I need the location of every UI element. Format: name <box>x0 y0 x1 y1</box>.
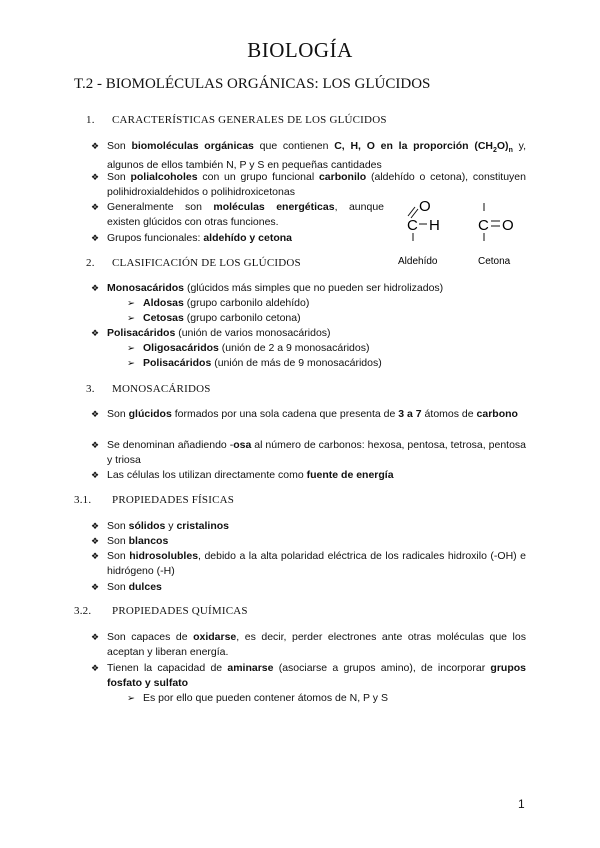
bullet-icon: ❖ <box>91 409 100 419</box>
page-number: 1 <box>518 797 525 811</box>
bullet-icon: ❖ <box>91 283 100 293</box>
section-title: MONOSACÁRIDOS <box>112 383 211 395</box>
bullet-icon: ❖ <box>91 328 100 338</box>
bullet-icon: ❖ <box>91 141 100 151</box>
bullet-icon: ❖ <box>91 440 100 450</box>
arrow-icon: ➢ <box>127 358 135 369</box>
document-title: BIOLOGÍA <box>247 38 353 62</box>
bullet-icon: ❖ <box>91 172 100 182</box>
arrow-icon: ➢ <box>127 298 135 309</box>
arrow-icon: ➢ <box>127 693 135 704</box>
ketone-carbon: C <box>478 217 489 234</box>
section-title: PROPIEDADES FÍSICAS <box>112 494 235 506</box>
section-number: 3.2. <box>74 605 92 617</box>
bullet-icon: ❖ <box>91 551 100 561</box>
functional-groups-figure <box>398 196 528 268</box>
arrow-icon: ➢ <box>127 313 135 324</box>
section-title: CLASIFICACIÓN DE LOS GLÚCIDOS <box>112 257 301 269</box>
section-number: 3.1. <box>74 494 92 506</box>
section-title: CARACTERÍSTICAS GENERALES DE LOS GLÚCIDOS <box>112 114 387 126</box>
bullet-icon: ❖ <box>91 582 100 592</box>
section-number: 3. <box>86 383 95 395</box>
bullet-icon: ❖ <box>91 470 100 480</box>
bullet-icon: ❖ <box>91 632 100 642</box>
bullet-icon: ❖ <box>91 202 100 212</box>
aldehyde-carbon: C <box>407 217 418 234</box>
section-number: 1. <box>86 114 95 126</box>
bullet-icon: ❖ <box>91 233 100 243</box>
aldehyde-oxygen: O <box>419 198 431 215</box>
unit-title: T.2 - BIOMOLÉCULAS ORGÁNICAS: LOS GLÚCIDOS <box>74 76 431 92</box>
arrow-icon: ➢ <box>127 343 135 354</box>
aldehyde-hydrogen: H <box>429 217 440 234</box>
section-title: PROPIEDADES QUÍMICAS <box>112 605 248 617</box>
ketone-oxygen: O <box>502 217 514 234</box>
bullet-icon: ❖ <box>91 521 100 531</box>
section-number: 2. <box>86 257 95 269</box>
bullet-icon: ❖ <box>91 536 100 546</box>
bullet-icon: ❖ <box>91 663 100 673</box>
aldehyde-label: Aldehído <box>398 256 438 267</box>
ketone-label: Cetona <box>478 256 511 267</box>
